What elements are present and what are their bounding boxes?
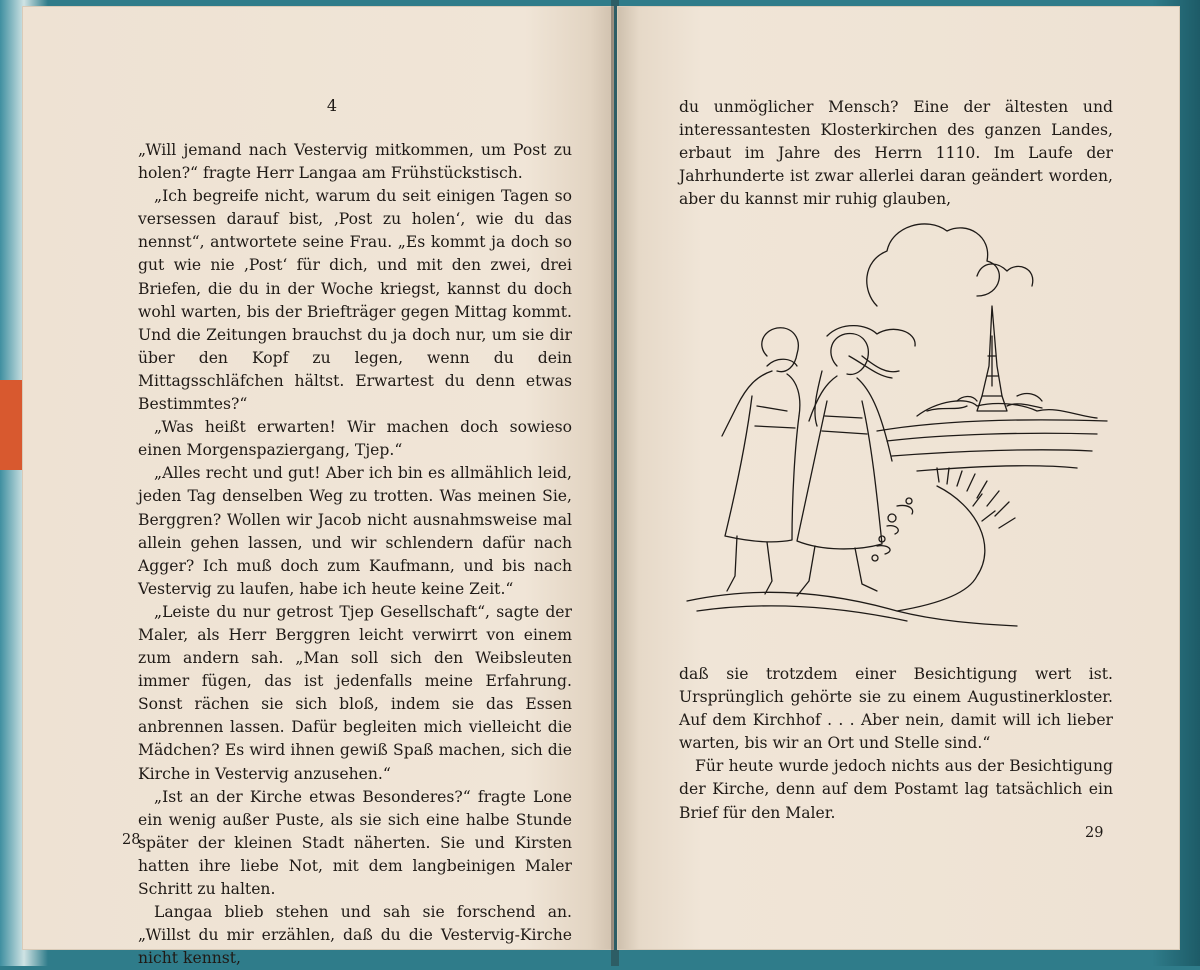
paragraph: daß sie trotzdem einer Besichtigung wert ist. Ursprünglich gehörte sie zu einem Augustinerkloster. Auf dem Kirchhof . . . Aber nein, damit will ich lieber warten, bis wir an Ort und Stelle sind.“ (679, 665, 1113, 753)
paragraph: „Was heißt erwarten! Wir machen doch sowieso einen Morgenspaziergang, Tjep.“ (138, 418, 572, 460)
right-page-top-text (679, 96, 1113, 211)
cover-edge-stripe (0, 380, 22, 470)
paragraph: „Leiste du nur getrost Tjep Gesellschaft“, sagte der Maler, als Herr Berggren leicht verwirrt von einem zum andern sah. „Man soll sich den Weibsleuten immer fügen, das ist jedenfalls meine Erfahrung. Sonst rächen sie sich bloß, indem sie das Essen anbrennen lassen. Dafür begleiten mich vielleicht die Mädchen? Es wird ihnen gewiß Spaß machen, sich die Kirche in Vestervig anzusehen.“ (138, 602, 572, 783)
paragraph: „Will jemand nach Vestervig mitkommen, um Post zu holen?“ fragte Herr Langaa am Frühstückstisch. (138, 141, 572, 183)
paragraph: „Ist an der Kirche etwas Besonderes?“ fragte Lone ein wenig außer Puste, als sie sich eine halbe Stunde später der kleinen Stadt näherten. Sie und Kirsten hatten ihre liebe Not, mit dem langbeinigen Maler Schritt zu halten. (138, 787, 572, 898)
right-page-bottom-text (679, 663, 1113, 825)
paragraph: Für heute wurde jedoch nichts aus der Besichtigung der Kirche, denn auf dem Postamt lag tatsächlich ein Brief für den Maler. (679, 757, 1113, 822)
chapter-number: 4 (326, 96, 338, 115)
paragraph: „Ich begreife nicht, warum du seit einigen Tagen so versessen darauf bist, ‚Post zu holen‘, wie du das nennst“, antwortete seine Frau. „Es kommt ja doch so gut wie nie ‚Post‘ für dich, und mit den zwei, drei Briefen, die du in der Woche kriegst, kannst du doch wohl warten, bis der Briefträger gegen Mittag kommt. Und die Zeitungen brauchst du ja doch nur, um sie dir über den Kopf zu legen, wenn du dein Mittagsschläfchen hältst. Erwartest du denn etwas Bestimmtes?“ (138, 187, 572, 414)
two-girls-walking-toward-church-illustration (677, 206, 1117, 646)
paragraph: du unmöglicher Mensch? Eine der ältesten und interessantesten Klosterkirchen des ganzen Landes, erbaut im Jahre des Herrn 1110. Im Laufe der Jahrhunderte ist zwar allerlei daran geändert worden, aber du kannst mir ruhig glauben, (679, 98, 1113, 209)
paragraph: Langaa blieb stehen und sah sie forschend an. „Willst du mir erzählen, daß du die Vestervig-Kirche nicht kennst, (138, 903, 572, 968)
paragraph: „Alles recht und gut! Aber ich bin es allmählich leid, jeden Tag denselben Weg zu trotten. Was meinen Sie, Berggren? Wollen wir Jacob nicht ausnahmsweise mal allein gehen lassen, und wir schlendern dafür nach Agger? Ich muß doch zum Kaufmann, und bis nach Vestervig zu laufen, habe ich heute keine Zeit.“ (138, 464, 572, 598)
left-page-text (138, 139, 572, 970)
page-number-left: 28 (122, 832, 141, 848)
left-page (22, 6, 614, 968)
right-page (617, 6, 1180, 950)
page-number-right: 29 (1085, 825, 1104, 841)
